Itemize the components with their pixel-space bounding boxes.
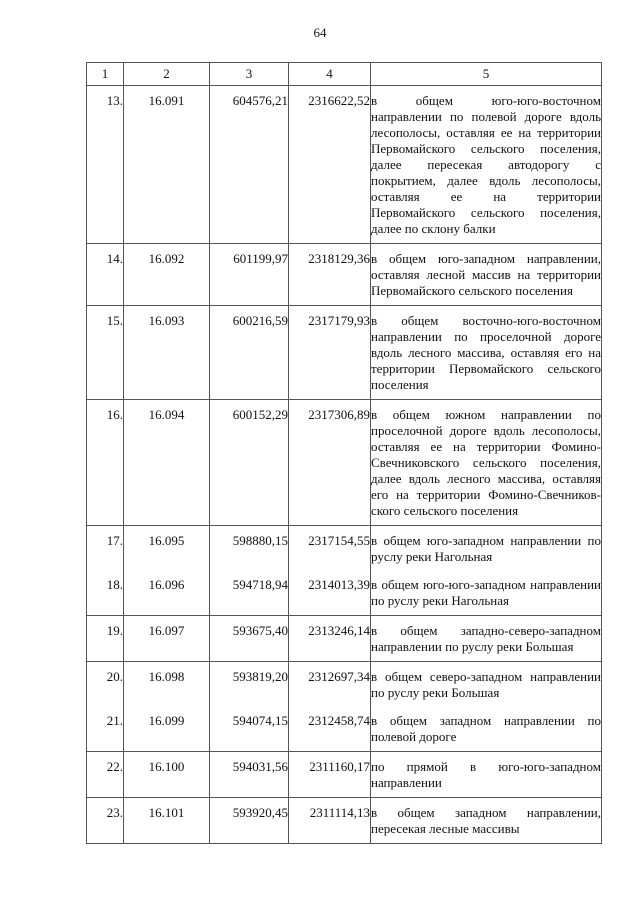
y-coordinate: 2317306,89 <box>289 400 371 526</box>
table-row <box>87 616 602 662</box>
column-header: 2 <box>124 63 210 86</box>
row-number: 13. <box>87 86 124 244</box>
table-row <box>87 707 602 752</box>
boundary-description: в общем западном направлении по полевой дороге <box>371 707 602 752</box>
column-header: 5 <box>371 63 602 86</box>
row-number: 17. <box>87 526 124 572</box>
point-id: 16.093 <box>124 306 210 400</box>
x-coordinate: 594031,56 <box>210 752 289 798</box>
boundary-description: в общем западно-северо-западном направлении по руслу реки Большая <box>371 616 602 662</box>
point-id: 16.099 <box>124 707 210 752</box>
y-coordinate: 2317179,93 <box>289 306 371 400</box>
row-number: 20. <box>87 662 124 708</box>
table-row <box>87 306 602 400</box>
y-coordinate: 2312458,74 <box>289 707 371 752</box>
table-header-row <box>87 63 602 86</box>
column-header: 3 <box>210 63 289 86</box>
x-coordinate: 594074,15 <box>210 707 289 752</box>
y-coordinate: 2316622,52 <box>289 86 371 244</box>
y-coordinate: 2312697,34 <box>289 662 371 708</box>
x-coordinate: 601199,97 <box>210 244 289 306</box>
x-coordinate: 604576,21 <box>210 86 289 244</box>
point-id: 16.091 <box>124 86 210 244</box>
column-header: 4 <box>289 63 371 86</box>
table-row <box>87 662 602 708</box>
point-id: 16.094 <box>124 400 210 526</box>
point-id: 16.098 <box>124 662 210 708</box>
row-number: 21. <box>87 707 124 752</box>
boundary-description: в общем южном направлении по проселочной дороге вдоль лесополосы, оставляя ее на территории Фомино-Свечниковского сельского поселения, далее вдоль лесного массива, оставляя его на территории Фомино-Свечниковского сельского поселения <box>371 400 602 526</box>
table-row <box>87 752 602 798</box>
boundary-description: в общем юго-юго-западном направлении по руслу реки Нагольная <box>371 571 602 616</box>
x-coordinate: 593819,20 <box>210 662 289 708</box>
table-row <box>87 86 602 244</box>
x-coordinate: 594718,94 <box>210 571 289 616</box>
row-number: 15. <box>87 306 124 400</box>
table-row <box>87 798 602 844</box>
boundary-description: в общем северо-западном направлении по руслу реки Большая <box>371 662 602 708</box>
y-coordinate: 2313246,14 <box>289 616 371 662</box>
row-number: 23. <box>87 798 124 844</box>
row-number: 22. <box>87 752 124 798</box>
column-header: 1 <box>87 63 124 86</box>
x-coordinate: 598880,15 <box>210 526 289 572</box>
x-coordinate: 600152,29 <box>210 400 289 526</box>
x-coordinate: 593675,40 <box>210 616 289 662</box>
boundary-description: в общем юго-западном направлении, оставляя лесной массив на территории Первомайского сельского поселения <box>371 244 602 306</box>
x-coordinate: 600216,59 <box>210 306 289 400</box>
y-coordinate: 2314013,39 <box>289 571 371 616</box>
table-row <box>87 244 602 306</box>
row-number: 16. <box>87 400 124 526</box>
y-coordinate: 2311160,17 <box>289 752 371 798</box>
boundary-description: в общем юго-юго-восточном направлении по полевой дороге вдоль лесополосы, оставляя ее на территории Первомайского сельского поселения, далее пересекая автодорогу с покрытием, далее вдоль лесополосы, оставляя ее на территории Первомайского сельского поселения, далее по склону балки <box>371 86 602 244</box>
row-number: 18. <box>87 571 124 616</box>
x-coordinate: 593920,45 <box>210 798 289 844</box>
boundary-description: по прямой в юго-юго-западном направлении <box>371 752 602 798</box>
point-id: 16.092 <box>124 244 210 306</box>
boundary-description: в общем западном направлении, пересекая лесные массивы <box>371 798 602 844</box>
table-row <box>87 526 602 572</box>
y-coordinate: 2311114,13 <box>289 798 371 844</box>
page-number: 64 <box>313 25 327 40</box>
y-coordinate: 2318129,36 <box>289 244 371 306</box>
row-number: 19. <box>87 616 124 662</box>
point-id: 16.100 <box>124 752 210 798</box>
point-id: 16.096 <box>124 571 210 616</box>
point-id: 16.097 <box>124 616 210 662</box>
boundary-description: в общем восточно-юго-восточном направлении по проселочной дороге вдоль лесного массива, оставляя его на территории Первомайского сельского поселения <box>371 306 602 400</box>
point-id: 16.101 <box>124 798 210 844</box>
row-number: 14. <box>87 244 124 306</box>
table-row <box>87 400 602 526</box>
boundary-description: в общем юго-западном направлении по руслу реки Нагольная <box>371 526 602 572</box>
point-id: 16.095 <box>124 526 210 572</box>
y-coordinate: 2317154,55 <box>289 526 371 572</box>
boundary-table <box>86 62 602 844</box>
table-row <box>87 571 602 616</box>
